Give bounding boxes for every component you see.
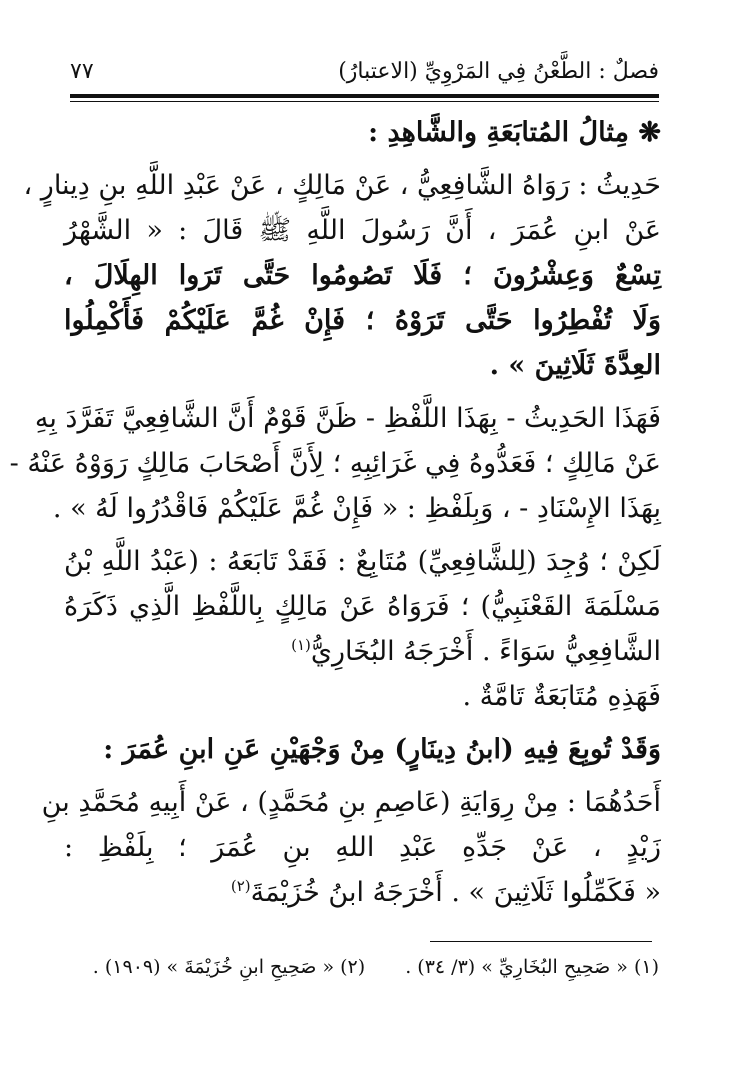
paragraph-two-ways: وَقَدْ تُوبِعَ فِيهِ (ابنُ دِينَارٍ) مِنْ وَجْهَيْنِ عَنِ ابنِ عُمَرَ : [103,734,661,765]
page-body [9,110,661,915]
page-number: ٧٧ [70,58,94,84]
footnote-1: (١) « صَحِيحِ البُخَارِيِّ » (٣/ ٣٤) . [405,956,659,978]
paragraph-hadith [23,163,661,388]
text-line: فَهَذَا الحَدِيثُ - بِهَذَا اللَّفْظِ - ظَنَّ قَوْمٌ أَنَّ الشَّافِعِيَّ تَفَرَّدَ بِهِ [34,403,661,434]
text-line: تِسْعٌ وَعِشْرُونَ ؛ فَلَا تَصُومُوا حَتَّى تَرَوا الهِلَالَ ، [64,260,661,291]
paragraph-explanation [9,396,661,531]
text-line: مَسْلَمَةَ القَعْنَبِيُّ) ؛ فَرَوَاهُ عَنْ مَالِكٍ بِاللَّفْظِ الَّذِي ذَكَرَهُ [64,591,661,622]
text-line [64,870,661,915]
text-line: بِهَذَا الإِسْنَادِ - ، وَبِلَفْظِ : « فَإِنْ غُمَّ عَلَيْكُمْ فَاقْدُرُوا لَهُ » . [52,493,661,524]
text-line: عَنْ ابنِ عُمَرَ ، أَنَّ رَسُولَ اللَّهِ ﷺ قَالَ : « الشَّهْرُ [64,215,661,246]
paragraph-first-way [41,780,661,915]
chapter-title: فصلٌ : الطَّعْنُ فِي المَرْوِيِّ (الاعتبارُ) [338,58,659,84]
page-header [70,50,659,92]
text-line: أَحَدُهُمَا : مِنْ رِوَايَةِ (عَاصِمِ بنِ مُحَمَّدٍ) ، عَنْ أَبِيهِ مُحَمَّدِ بنِ [41,787,661,818]
footnotes [70,956,659,986]
text-line: لَكِنْ ؛ وُجِدَ (لِلشَّافِعِيِّ) مُتَابِعٌ : فَقَدْ تَابَعَهُ : (عَبْدُ اللَّهِ بْنُ [64,546,661,577]
footnote-2: (٢) « صَحِيحِ ابنِ خُزَيْمَةَ » (١٩٠٩) . [92,956,366,978]
header-rule-thick [70,94,659,98]
footnote-divider [430,941,652,942]
footnote-ref-2[interactable]: (٢) [230,877,251,895]
text-line-content: الشَّافِعِيُّ سَوَاءً . أَخْرَجَهُ البُخَارِيُّ [310,636,661,667]
text-line: العِدَّةَ ثَلَاثِينَ » . [489,350,661,381]
text-line [64,629,661,674]
paragraph-mutaba [64,539,661,674]
text-line: زَيْدٍ ، عَنْ جَدِّهِ عَبْدِ اللهِ بنِ عُمَرَ ؛ بِلَفْظِ : [64,832,661,863]
paragraph-complete-mutaba: فَهَذِهِ مُتَابَعَةٌ تَامَّةٌ . [462,681,661,712]
text-line-content: « فَكَمِّلُوا ثَلَاثِينَ » . أَخْرَجَهُ ابنُ خُزَيْمَةَ [250,877,661,908]
section-heading: ❋ مِثالُ المُتابَعَةِ والشَّاهِدِ : [368,117,661,148]
text-line: وَلَا تُفْطِرُوا حَتَّى تَرَوْهُ ؛ فَإِنْ غُمَّ عَلَيْكُمْ فَأَكْمِلُوا [64,305,661,336]
text-line: حَدِيثُ : رَوَاهُ الشَّافِعِيُّ ، عَنْ مَالِكٍ ، عَنْ عَبْدِ اللَّهِ بنِ دِينارٍ ، [23,170,661,201]
text-line: عَنْ مَالِكٍ ؛ فَعَدُّوهُ فِي غَرَائِبِهِ ؛ لِأَنَّ أَصْحَابَ مَالِكٍ رَوَوْهُ عَنْهُ - [9,448,661,479]
header-rule-thin [70,101,659,102]
footnote-ref-1[interactable]: (١) [291,636,311,654]
